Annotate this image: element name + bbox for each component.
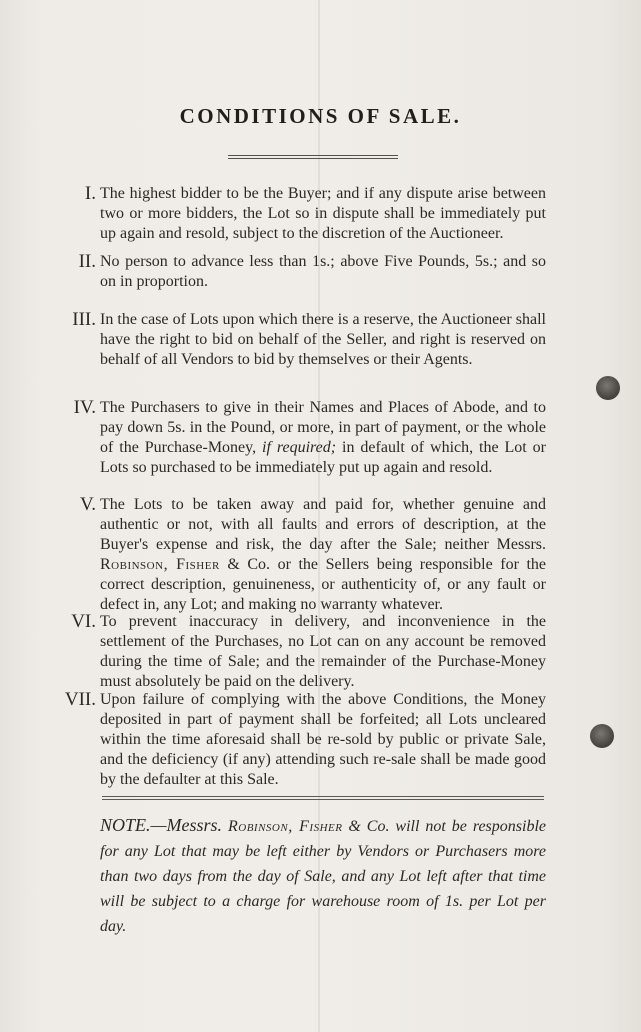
condition-number-5: V. (79, 494, 96, 515)
note-firm-name: Robinson, Fisher (227, 818, 343, 835)
page-title: CONDITIONS OF SALE. (179, 104, 462, 128)
condition-text-5-a: The Lots to be taken away and paid for, whether genuine and authentic or not, with all faults and errors of description, at the Buyer's expense and risk, the day after the Sale; neither Messrs. (100, 496, 546, 553)
binding-hole-upper (596, 376, 620, 400)
condition-text-4 (100, 398, 546, 478)
condition-number-3: III. (72, 309, 96, 330)
condition-text-4-a: The Purchasers to give in their Names and Places of Abode, and to pay down 5s. in the Pound, or more, in part of payment, or the whole of the Purchase-Money, (100, 399, 546, 456)
condition-text-3: In the case of Lots upon which there is a reserve, the Auctioneer shall have the right to bid on behalf of the Seller, and right is reserved on behalf of all Vendors to bid by themselves or their Agents. (100, 311, 546, 368)
condition-text-5-b: & Co. or the Sellers being responsible for the correct description, genuineness, or authenticity of, or any fault or defect in, any Lot; and making no warranty whatever. (100, 556, 546, 613)
condition-number-2: II. (78, 251, 96, 272)
note-text: & Co. will not be responsible for any Lot that may be left either by Vendors or Purchasers more than two days from the day of Sale, and any Lot left after that time will be subject to a charge for warehouse room of 1s. per Lot per day. (100, 818, 546, 935)
condition-text-5 (100, 495, 546, 615)
condition-text-4-italic: if required; (262, 439, 337, 456)
condition-number-7: VII. (64, 689, 96, 710)
condition-text-2: No person to advance less than 1s.; above Five Pounds, 5s.; and so on in proportion. (100, 253, 546, 290)
binding-hole-lower (590, 724, 614, 748)
title-divider (228, 155, 398, 159)
condition-text-1: The highest bidder to be the Buyer; and if any dispute arise between two or more bidders, the Lot so in dispute shall be immediately put up again and resold, subject to the discretion of the Auctioneer. (100, 185, 546, 242)
condition-text-4-b: in default of which, the Lot or Lots so purchased to be immediately put up again and resold. (100, 439, 547, 476)
note-heading: NOTE.—Messrs. (100, 815, 223, 835)
note-divider (102, 796, 544, 800)
firm-name: Robinson, Fisher (100, 556, 220, 573)
condition-text-6: To prevent inaccuracy in delivery, and inconvenience in the settlement of the Purchases, no Lot can on any account be removed during the time of Sale; and the remainder of the Purchase-Money must absolutely be paid on the delivery. (100, 613, 546, 690)
condition-number-1: I. (84, 183, 96, 204)
condition-number-4: IV. (73, 397, 96, 418)
condition-text-7: Upon failure of complying with the above Conditions, the Money deposited in part of payment shall be forfeited; all Lots uncleared within the time aforesaid shall be re-sold by public or private Sale, and the deficiency (if any) attending such re-sale shall be made good by the defaulter at this Sale. (100, 691, 546, 788)
note-paragraph (100, 813, 546, 939)
condition-number-6: VI. (71, 611, 96, 632)
